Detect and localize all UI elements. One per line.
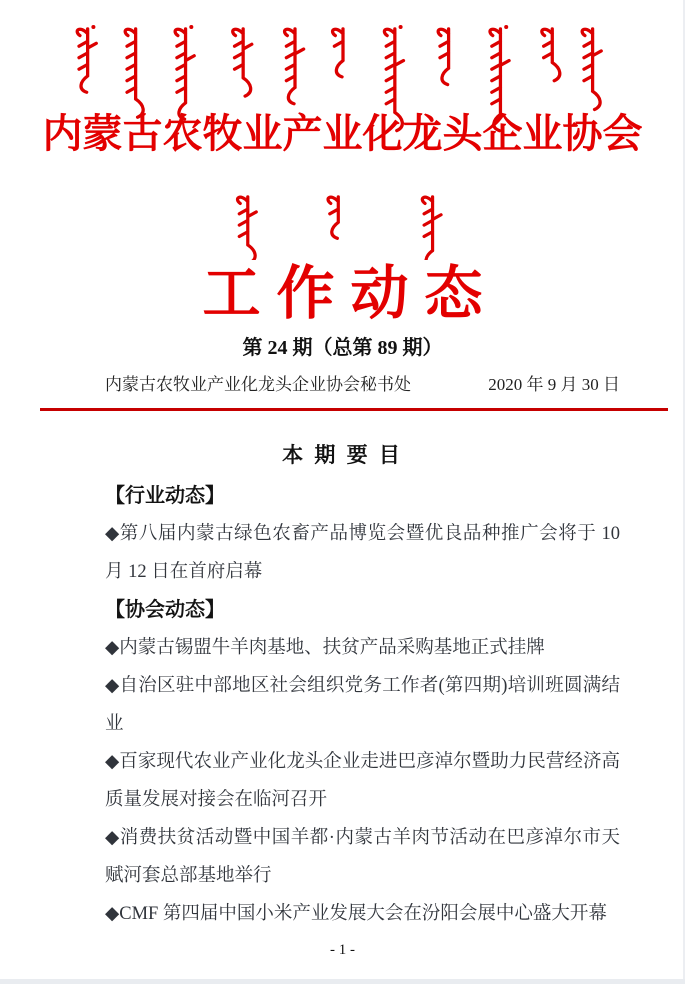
secretariat-name: 内蒙古农牧业产业化龙头企业协会秘书处 — [105, 374, 411, 394]
toc-item-meat-base: ◆内蒙古锡盟牛羊肉基地、扶贫产品采购基地正式挂牌 — [105, 637, 545, 658]
contents-list — [105, 477, 620, 933]
mongolian-script-subtitle-graphic — [218, 194, 468, 260]
association-title: 内蒙古农牧业产业化龙头企业协会 — [42, 111, 643, 156]
toc-item-enterprises-visit: ◆百家现代农业产业化龙头企业走进巴彦淖尔暨助力民营经济高质量发展对接会在临河召开 — [105, 751, 620, 810]
masthead-meta-row — [105, 373, 620, 397]
toc-item-training-class: ◆自治区驻中部地区社会组织党务工作者(第四期)培训班圆满结业 — [105, 675, 620, 734]
section-label-industry: 【行业动态】 — [105, 484, 225, 507]
mongolian-script-subtitle — [0, 194, 685, 260]
bulletin-title-text: 工作动态 — [202, 261, 499, 326]
issue-number: 第 24 期（总第 89 期） — [242, 336, 443, 359]
section-label-association: 【协会动态】 — [105, 598, 225, 621]
mongolian-script-banner-graphic — [63, 26, 623, 122]
toc-item-expo: ◆第八届内蒙古绿色农畜产品博览会暨优良品种推广会将于 10 月 12 日在首府启幕 — [105, 523, 620, 582]
red-divider-rule — [40, 408, 668, 411]
bulletin-title — [0, 261, 685, 326]
toc-item-cmf-conference: ◆CMF 第四届中国小米产业发展大会在汾阳会展中心盛大开幕 — [105, 903, 607, 924]
toc-item-poverty-relief: ◆消费扶贫活动暨中国羊都·内蒙古羊肉节活动在巴彦淖尔市天赋河套总部基地举行 — [105, 827, 620, 886]
issue-date: 2020 年 9 月 30 日 — [488, 374, 620, 394]
page-number: - 1 - — [330, 941, 355, 958]
contents-heading: 本 期 要 目 — [282, 442, 403, 467]
mongolian-script-banner — [0, 26, 685, 122]
